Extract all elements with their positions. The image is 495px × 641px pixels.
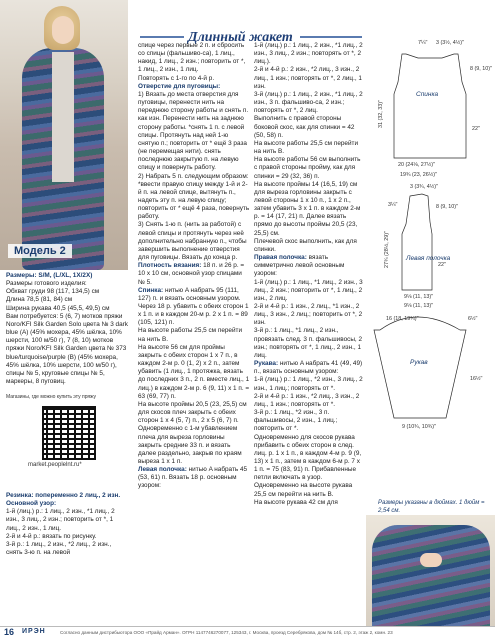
pattern-row-3: 3-й р.: 1 лиц., 2 изн., *2 лиц., 2 изн., снять 3-ю п. на левой [6, 540, 112, 557]
middle-column [138, 42, 250, 491]
back-text: нитью A набрать 95 (111, 127) п. и вязать основным узором. Через 18 р. убавить с обеих сторон 1 x 1 п. и в каждом 20-м р. 2 x 1 п. = 89 (105, 121) п. [138, 286, 249, 327]
right-front-text: вязать симметрично левой основным узором: [254, 254, 345, 278]
sleeve-bottom-dim: 9 (10¾, 10¾)" [402, 424, 436, 430]
right-front-head-text: Правая полочка: [254, 254, 307, 262]
face-figure [52, 16, 74, 44]
buttonhole-step-1: 1) Вязать до места отверстия для пуговицы, перенести нить на переднюю сторону работы и снять п. как изн. Перенести нить на заднюю сторону работы. *снять 1 п. с левой спицы. Протянуть над ней 1-ю снятую п.; повторить от * ещё 3 раза (не перемещая нити). снять последнюю закрытую п. на левую спицу и повернуть работу. [138, 90, 249, 172]
sleeve-text: нитью A набрать 41 (49, 49) п., вязать основным узором: [254, 360, 363, 376]
left-front-head-text: Левая полочка: [138, 466, 187, 474]
sleeve-text-4: Одновременно для скосов рукава прибавить с обеих сторон в след. лиц. р. 1 x 1 п., в каждом 4-м р. 9 (9, 13) x 1 п., затем в каждом 6-м р. 7 x 1 п. = 75 (83, 91) п. Прибавленные петли включать в узор. [254, 433, 362, 482]
back-shoulder-dim: 3 (3½, 4½)" [436, 40, 464, 46]
jacket-detail-figure [372, 525, 490, 627]
front-bottom-dim: 9⅛ (11, 13)" [404, 303, 434, 309]
title-rule-right [300, 36, 362, 38]
front-text-6: На высоте работы 56 см выполнить с правой стороны пройму, как для спинки = 29 (32, 36) п. [254, 156, 361, 180]
qr-url[interactable]: market.peoplelnt.ru* [28, 462, 82, 468]
front-shoulder-dim: 3 (3¾, 4½)" [410, 184, 438, 190]
sleeve-row-1: 1-й (лиц.) р.: 1 лиц., *2 изн., 3 лиц., 2 изн., 1 лиц.; повторять от *. [254, 376, 363, 392]
front-row-1: 1-й (лиц.) р.: 1 лиц., 2 изн., *1 лиц., 2 изн., 3 лиц., 2 изн.; повторять от *, 2 лиц.). [254, 42, 363, 66]
back-side-dim: 22" [472, 126, 480, 132]
schematics-diagram [366, 34, 495, 500]
sleeve-size: Ширина рукава 40,5 (45,5, 49,5) см [6, 304, 110, 312]
back-text-5: Одновременно с 1-м убавлением плеча для выреза горловины закрыть средние 33 п. и вязать далее раздельно, закрыв по краям выреза 1 x 1 п. [138, 425, 242, 465]
left-front-label: Левая полочка [406, 255, 451, 262]
length-size: Длина 78,5 (81, 84) см [6, 296, 73, 304]
page-title: Длинный жакет [188, 30, 293, 45]
footnote: Согласно данным дистрибьютора ООО «Прайд Арман». ОГРН 1147746270077, 125343, г. Москва, проезд Серебрякова, дом № 14б, стр. 2, этаж 2, комн. 23 [60, 630, 393, 635]
rib-text [6, 492, 128, 500]
buttonhole-head-text: Отверстие для пуговицы: [138, 82, 221, 90]
back-label: Спинка [416, 91, 439, 98]
front-row-2: 2-й и 4-й р.: 2 изн., *2 лиц., 3 изн., 2 лиц., 1 изн.; повторять от *, 2 лиц., 1 изн. [254, 66, 362, 90]
back-length-dim: 31 (32, 33)" [378, 100, 384, 128]
back-width-dim: 20 (24⅛, 27½)" [398, 162, 435, 168]
page-number: 16 [4, 627, 15, 637]
buttonhole-step-2: 2) Набрать 5 п. следующим образом: *ввести правую спицу между 1-й и 2-й п. на левой спице, вытянуть п., надеть эту п. на левую спицу; повторить от * ещё 4 раза, повернуть работу. [138, 172, 250, 221]
left-front-text: нитью A набрать 45 (53, 61) п. Вязать 18 р. основным узором: [138, 466, 248, 490]
sizes-line [6, 272, 128, 280]
right-column [254, 42, 364, 507]
pattern-row-2: 2-й и 4-й р.: вязать по рисунку. [6, 532, 97, 540]
title-rule-left [140, 36, 184, 38]
left-front-head [138, 466, 250, 490]
qr-code-icon[interactable] [42, 406, 96, 460]
front-text-8: Плечевой скос выполнить, как для спинки. [254, 237, 357, 253]
front-text-7: На высоте проймы 14 (16,5, 19) см для выреза горловины закрыть с левой стороны 1 x 10 п., 1 x 2 п., затем убавить 3 x 1 п. в каждом 2-м р. = 14 (17, 21) п. Далее вязать прямо до высоты проймы 20,5 (23, 25,5) см. [254, 180, 361, 237]
back-armhole-dim: 8 (9, 10)" [470, 66, 492, 72]
mid-p2: Повторять с 1-го по 4-й р. [138, 74, 215, 82]
back-text-3: На высоте 56 см для проймы закрыть с обеих сторон 1 x 7 п., в каждом 2-м р. 0 (1, 2) x 2 п., затем убавить (1 лиц., 1 протяжка, вязать до последних 3 п., 2 п. вместе лиц., 1 лиц.) в каждом 2-м р. 6 (9, 11) x 1 п. = 63 (69, 77) п. [138, 343, 250, 400]
front-neck-dim: 3¼" [388, 202, 398, 208]
sizes-text: Размеры: S/M, (L/XL, 1X/2X) [6, 272, 93, 279]
sleeve-cap-dim: 6½" [468, 316, 478, 322]
chest-size: Обхват груди 98 (117, 134,5) см [6, 288, 100, 296]
qr-caption: Магазины, где можно купить эту пряжу [6, 394, 97, 400]
sleeve-label: Рукав [410, 359, 428, 366]
rib-head: Резинка: попеременно 2 лиц., 2 изн. [6, 492, 121, 499]
sleeve-text-6: На высоте рукава 42 см для [254, 498, 338, 506]
front-side-dim: 22" [438, 262, 446, 268]
buttonhole-head [138, 83, 250, 91]
sleeve-outline [374, 317, 466, 418]
qr-block [6, 394, 126, 488]
right-front-row-3: 3-й р.: 1 лиц., *1 лиц., 2 изн., провязать след. 3 п. фальшивосы, 2 изн.; повторять от *, 1 лиц., 2 изн., 1 лиц. [254, 327, 363, 359]
sleeve-top-dim: 16 (18, 19¾)" [386, 316, 419, 322]
right-front-row-1: 1-й (лиц.) р.: 1 лиц., *1 лиц., 2 изн., 3 лиц., 2 изн.; повторить от *, 1 лиц., 2 изн., 2 лиц. [254, 278, 363, 302]
back-head-text: Спинка: [138, 286, 164, 294]
sleeve-text-5: Одновременно на высоте рукава 25,5 см перейти на нить B. [254, 482, 353, 498]
back-top-dim: 7¼" [418, 40, 428, 46]
back-text-4: На высоте проймы 20,5 (23, 25,5) см для скосов плеч закрыть с обеих сторон 1 x 4 (5, 7) п., 2 x 5 (6, 7) п. [138, 400, 247, 425]
back-head [138, 287, 250, 328]
back-outline [394, 54, 466, 158]
front-armhole-dim: 8 (9, 10)" [436, 204, 458, 210]
sleeve-head [254, 360, 364, 376]
right-front-head [254, 254, 364, 278]
sleeve-row-3: 3-й р.: 1 лиц., *2 изн., 3 п. фальшивосы, 2 изн., 1 лиц.; повторить от *. [254, 409, 338, 433]
density-text: 18 п. и 26 р. = 10 x 10 см, основной узор спицами № 5. [138, 262, 245, 286]
buttonhole-step-3: 3) Снять 1-ю п. (нить за работой) с левой спицы и протянуть через неё дополнительно набранную п., чтобы завершить выполнение отверстия для пуговицы. Вязать до конца р. [138, 221, 247, 262]
materials-text: Вам потребуется: 5 (6, 7) мотков пряжи Noro/KFI Silk Garden Solo цвета № 3 dark blue (A) (45% мохера, 45% шёлка, 10% шерсти, 100 м/50 г), 7 (8, 10) мотков пряжи Noro/KFI Silk Garden цвета № 373 blue/turquoise/purple (B) (45% мохера, 45% шёлка, 10% шерсти, 100 м/50 г), спицы № 5, круговые спицы № 5, маркеры, 8 пуговиц. [6, 312, 128, 386]
front-width-dim: 9⅛ (11, 13)" [404, 294, 434, 300]
density-head-text: Плотность вязания: [138, 262, 202, 270]
front-row-3: 3-й (лиц.) р.: 1 лиц., 2 изн., *1 лиц., 2 изн., 3 п. фальшиво-са, 2 изн.; повторять от *, 2 лиц. [254, 90, 363, 115]
back-text-2: На высоте работы 25,5 см перейти на нить B. [138, 327, 243, 343]
left-front-outline [402, 194, 432, 290]
sizes-note: Размеры готового изделия: [6, 280, 87, 288]
sleeve-row-2: 2-й и 4-й р.: 1 изн., *2 лиц., 3 изн., 2 лиц., 1 изн.; повторять от *. [254, 392, 360, 408]
mid-p1: спице через первые 2 п. и сбросить со спицы (фальшиво-са), 1 лиц., накид, 1 лиц., 2 изн.; повторить от *, 1 лиц., 2 изн., 1 лиц. [138, 42, 246, 74]
sleeve-length-dim: 16½" [470, 376, 483, 382]
sizes-note-inches: Размеры указаны в дюймах. 1 дюйм = 2,54 см. [378, 500, 485, 514]
front-length-dim: 27¾ (28½, 29)" [384, 231, 390, 268]
pattern-head-text: Основной узор: [6, 500, 57, 508]
pattern-row-1: 1-й (лиц.) р.: 1 лиц., 2 изн., *1 лиц., 2 изн., 3 лиц., 2 изн.; повторить от *, 1 лиц., 2 изн., 1 лиц. [6, 508, 115, 532]
hand-figure [420, 553, 442, 567]
front-text-5: На высоте работы 25,5 см перейти на нить B. [254, 139, 359, 156]
density-head [138, 262, 250, 286]
main-model-photo [0, 0, 128, 270]
back-bottom-dim: 19¾ (23, 26½)" [400, 172, 437, 178]
model-label: Модель 2 [8, 244, 72, 258]
front-text-4: Выполнить с правой стороны боковой скос, как для спинки = 42 (50, 58) п. [254, 115, 355, 139]
brand-logo: ИРЭН [22, 628, 46, 635]
sleeve-head-text: Рукава: [254, 360, 279, 368]
detail-photo [366, 515, 495, 627]
right-front-row-2: 2-й и 4-й р.: 1 изн., 2 лиц., *1 изн., 2 лиц., 3 изн., 2 лиц.; повторить от *, 2 изн. [254, 303, 363, 327]
pattern-section [6, 492, 128, 557]
inner-top-figure [52, 52, 74, 182]
left-column [6, 272, 128, 386]
